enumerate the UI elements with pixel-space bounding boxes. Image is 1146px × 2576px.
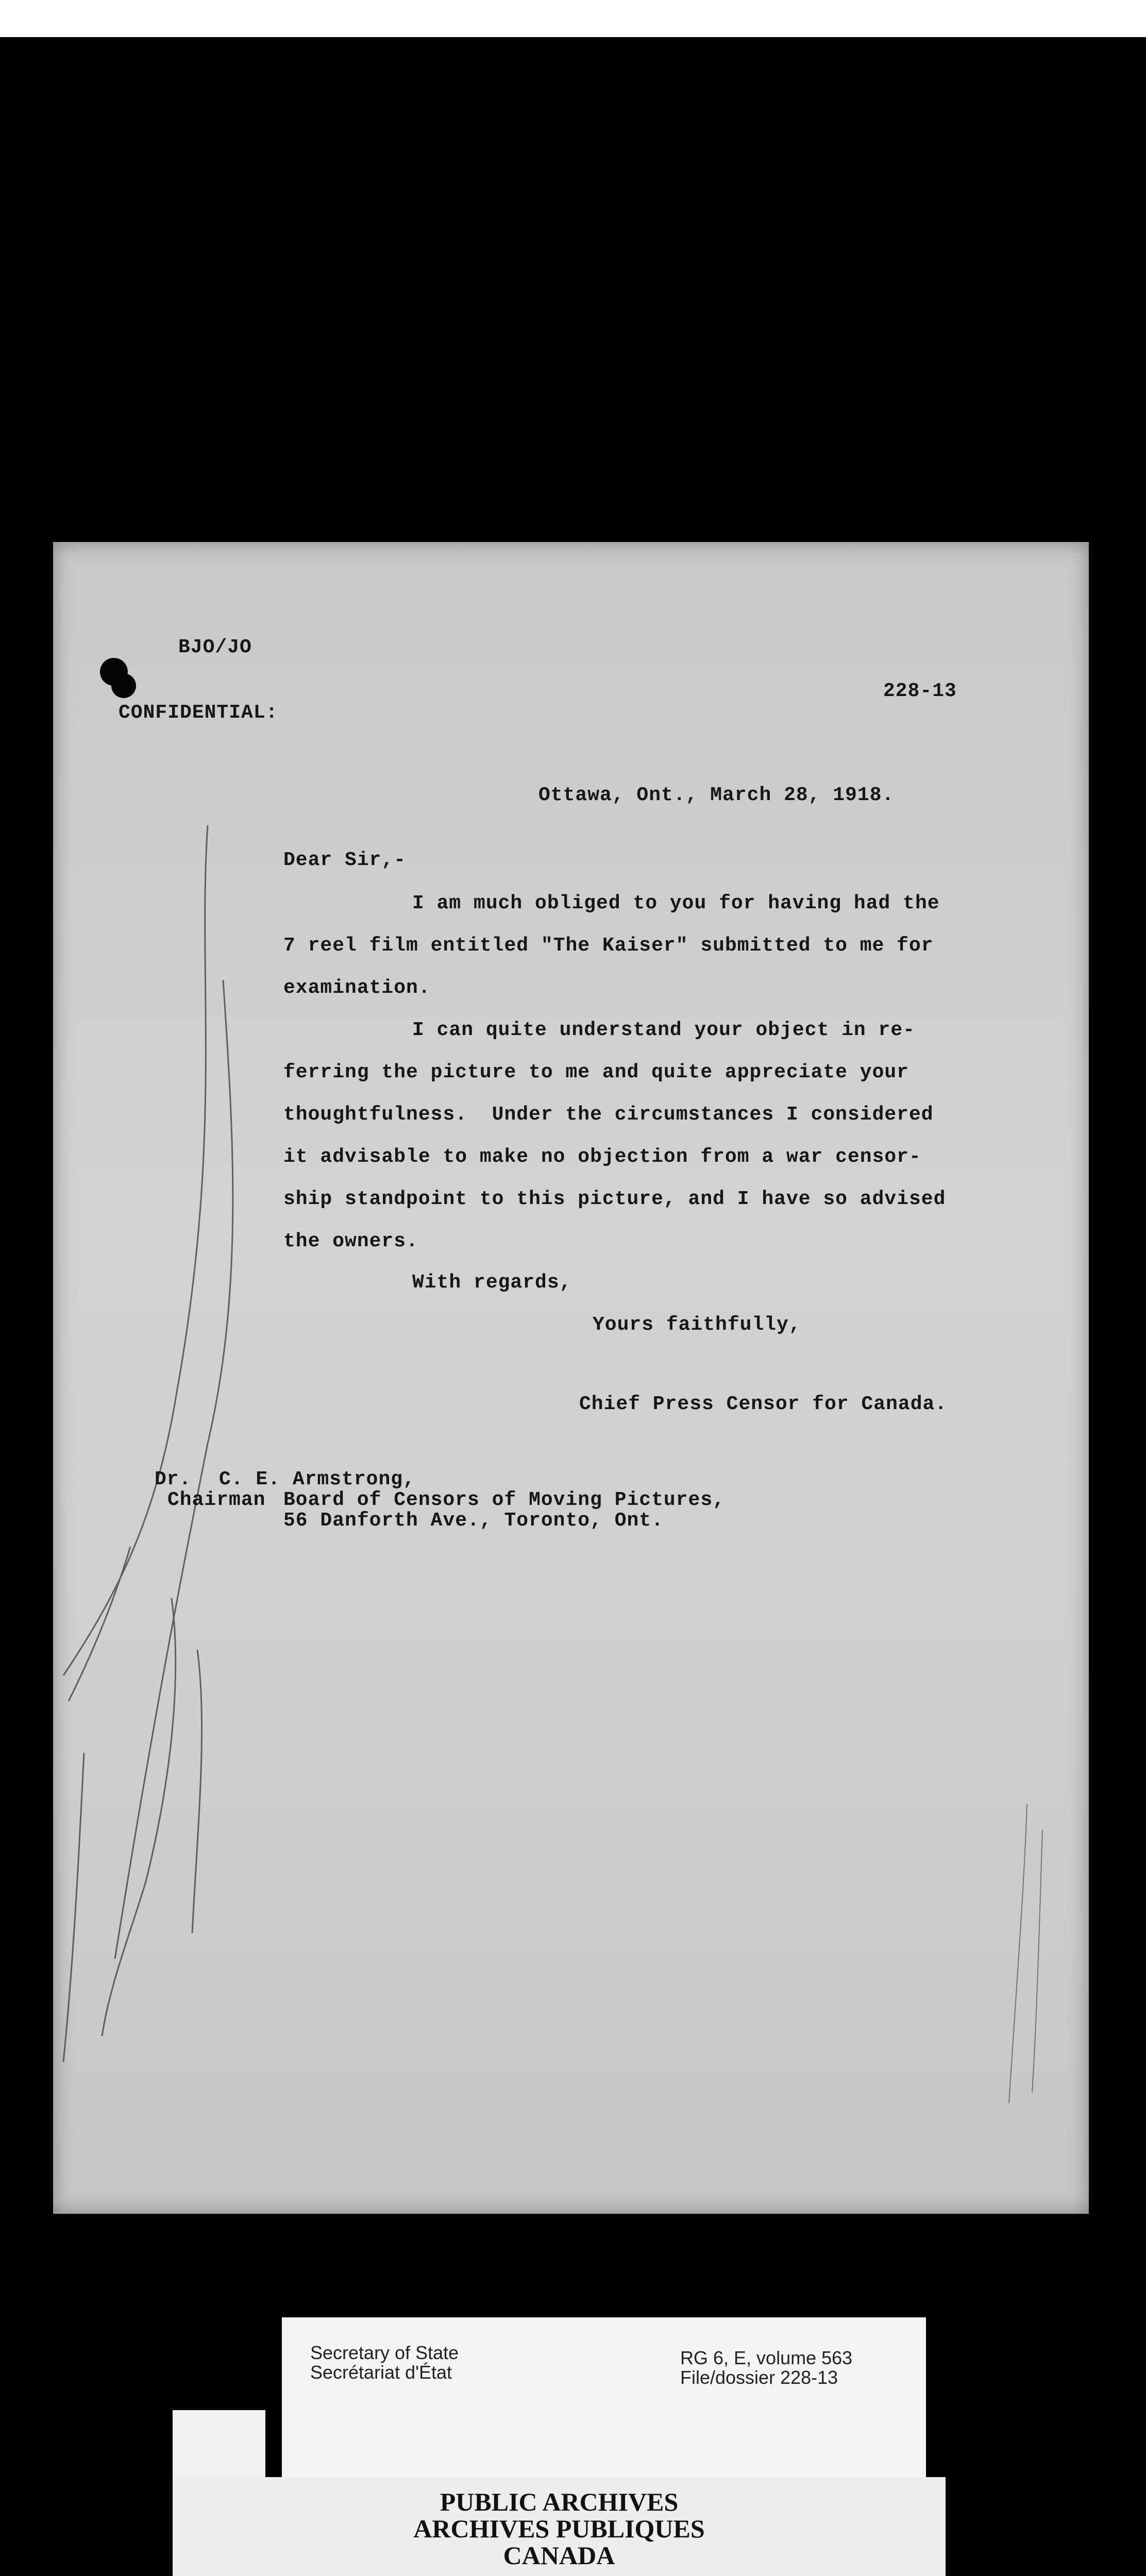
reference-initials: BJO/JO (178, 636, 252, 658)
body-line: ship standpoint to this picture, and I have so advised (283, 1188, 946, 1210)
letter-page (53, 542, 1089, 2214)
addressee-name: C. E. Armstrong, (219, 1468, 415, 1490)
record-group: RG 6, E, volume 563 (680, 2347, 853, 2368)
addressee-prefix: Dr. (155, 1468, 192, 1490)
stamp-line-canada: CANADA (503, 2541, 615, 2570)
department-english: Secretary of State (310, 2342, 459, 2363)
classification: CONFIDENTIAL: (119, 702, 278, 724)
body-line: ferring the picture to me and quite appreciate your (283, 1061, 909, 1083)
place-date: Ottawa, Ont., March 28, 1918. (538, 784, 895, 806)
body-line: it advisable to make no objection from a war censor- (283, 1146, 921, 1168)
film-scratch-marks (53, 671, 311, 2214)
stamp-line-archives-publiques: ARCHIVES PUBLIQUES (413, 2514, 705, 2543)
regards: With regards, (412, 1272, 572, 1294)
addressee-organization: Board of Censors of Moving Pictures, (283, 1489, 725, 1511)
body-line: examination. (283, 977, 431, 999)
body-line: I can quite understand your object in re- (412, 1019, 915, 1041)
body-line: the owners. (283, 1230, 418, 1252)
file-number: 228-13 (883, 680, 957, 702)
archive-stamp-card (173, 2477, 946, 2576)
body-line: 7 reel film entitled "The Kaiser" submitted to me for (283, 935, 934, 957)
signature-title: Chief Press Censor for Canada. (579, 1393, 948, 1415)
salutation: Dear Sir,- (283, 849, 407, 871)
closing: Yours faithfully, (593, 1314, 801, 1336)
stamp-line-public-archives: PUBLIC ARCHIVES (440, 2487, 679, 2516)
file-reference: File/dossier 228-13 (680, 2367, 838, 2388)
body-line: I am much obliged to you for having had the (412, 892, 940, 914)
archive-label-card (282, 2317, 926, 2481)
film-scratch-marks-right (996, 1804, 1073, 2113)
addressee-role: Chairman (167, 1489, 266, 1511)
body-line: thoughtfulness. Under the circumstances I considered (283, 1104, 934, 1126)
department-french: Secrétariat d'État (310, 2362, 452, 2383)
addressee-address: 56 Danforth Ave., Toronto, Ont. (283, 1510, 664, 1532)
